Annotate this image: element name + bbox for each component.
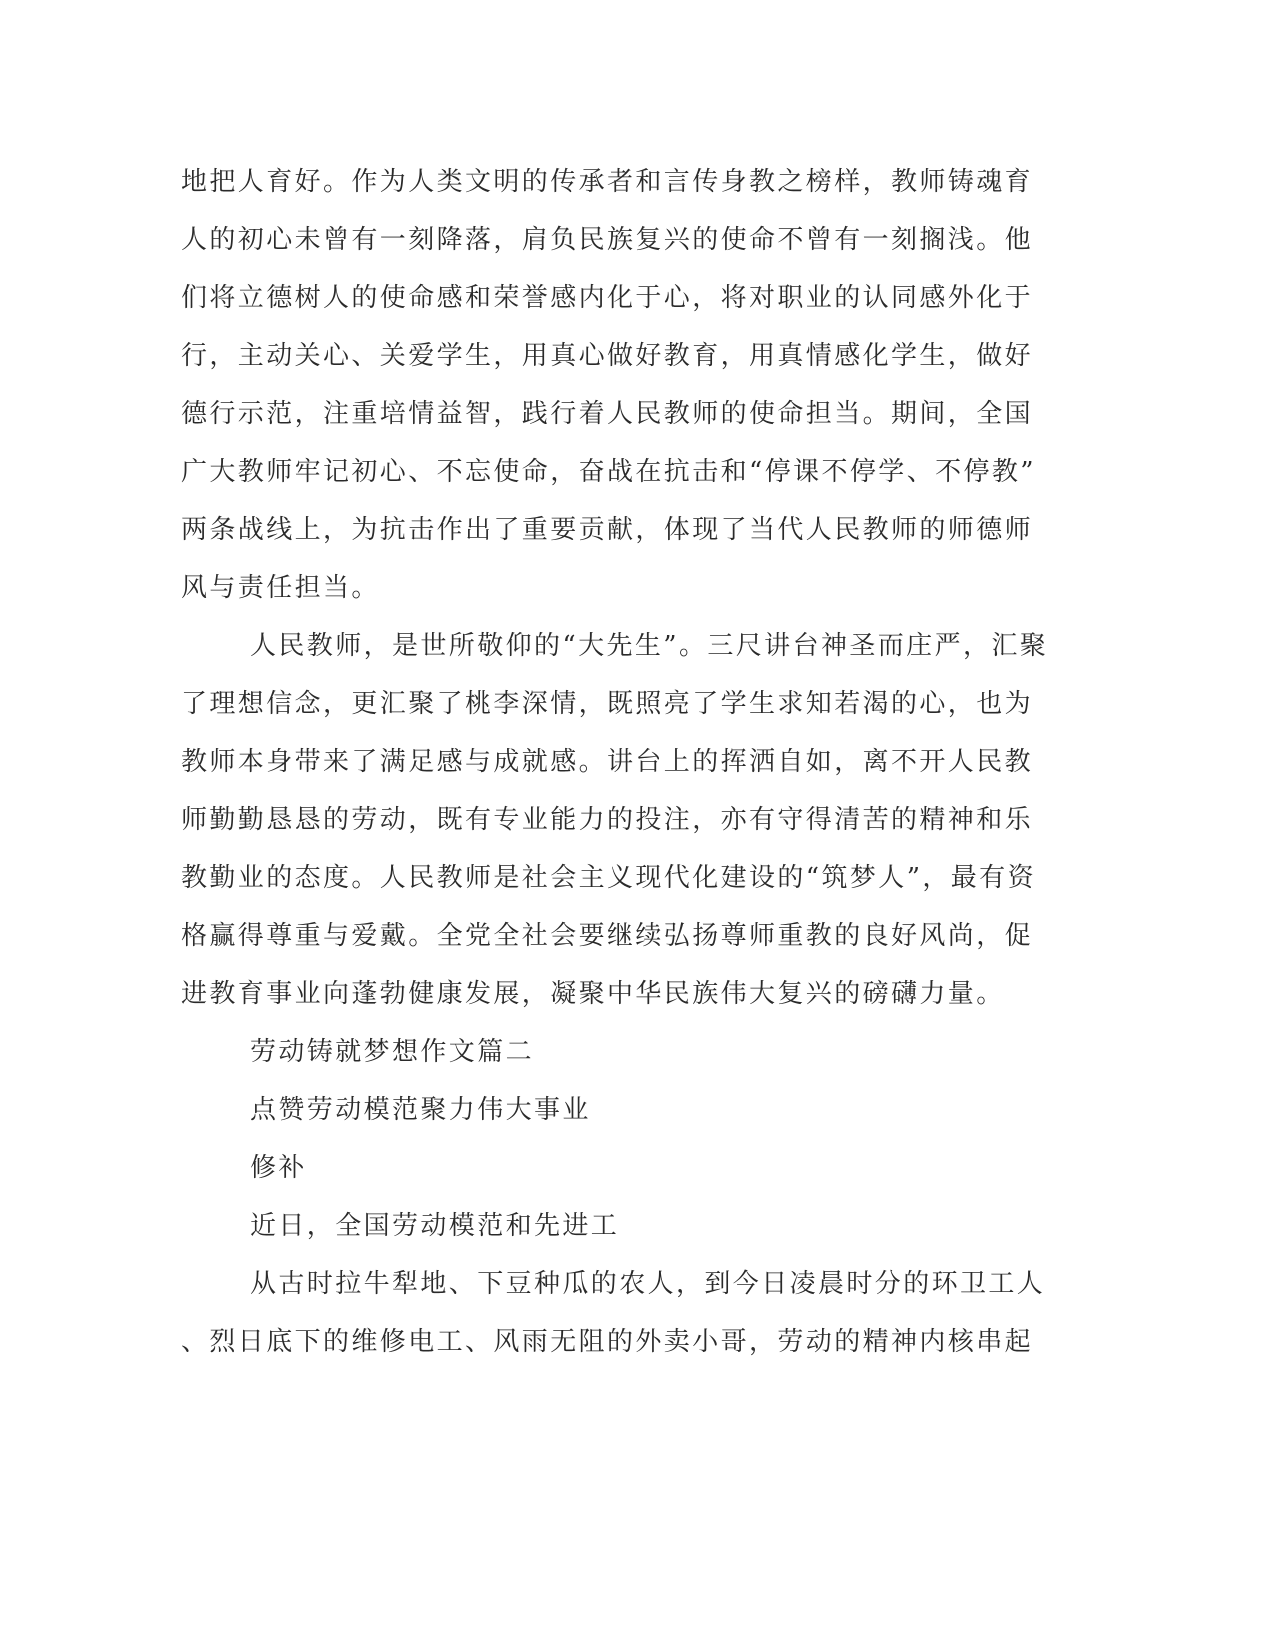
body-text-line: 行，主动关心、关爱学生，用真心做好教育，用真情感化学生，做好 — [181, 341, 1034, 371]
body-text-line: 人的初心未曾有一刻降落，肩负民族复兴的使命不曾有一刻搁浅。他 — [181, 225, 1034, 255]
body-text-line: 德行示范，注重培情益智，践行着人民教师的使命担当。期间，全国 — [181, 399, 1034, 429]
body-text-line: 、烈日底下的维修电工、风雨无阻的外卖小哥，劳动的精神内核串起 — [181, 1327, 1034, 1357]
article-title: 点赞劳动模范聚力伟大事业 — [250, 1095, 591, 1125]
paragraph-first-line: 近日，全国劳动模范和先进工 — [250, 1211, 620, 1241]
body-text-line: 们将立德树人的使命感和荣誉感内化于心，将对职业的认同感外化于 — [181, 283, 1034, 313]
body-text-line: 师勤勤恳恳的劳动，既有专业能力的投注，亦有守得清苦的精神和乐 — [181, 805, 1034, 835]
paragraph-first-line: 人民教师，是世所敬仰的“大先生”。三尺讲台神圣而庄严，汇聚 — [250, 631, 1049, 661]
body-text-line: 风与责任担当。 — [181, 573, 380, 603]
author-line: 修补 — [250, 1153, 307, 1183]
body-text-line: 了理想信念，更汇聚了桃李深情，既照亮了学生求知若渴的心，也为 — [181, 689, 1034, 719]
body-text-line: 教勤业的态度。人民教师是社会主义现代化建设的“筑梦人”，最有资 — [181, 863, 1036, 893]
body-text-line: 广大教师牢记初心、不忘使命，奋战在抗击和“停课不停学、不停教” — [181, 457, 1036, 487]
section-heading: 劳动铸就梦想作文篇二 — [250, 1037, 535, 1067]
body-text-line: 格赢得尊重与爱戴。全党全社会要继续弘扬尊师重教的良好风尚，促 — [181, 921, 1034, 951]
paragraph-first-line: 从古时拉牛犁地、下豆种瓜的农人，到今日凌晨时分的环卫工人 — [250, 1269, 1046, 1299]
body-text-line: 地把人育好。作为人类文明的传承者和言传身教之榜样，教师铸魂育 — [181, 167, 1034, 197]
body-text-line: 两条战线上，为抗击作出了重要贡献，体现了当代人民教师的师德师 — [181, 515, 1034, 545]
body-text-line: 教师本身带来了满足感与成就感。讲台上的挥洒自如，离不开人民教 — [181, 747, 1034, 777]
body-text-line: 进教育事业向蓬勃健康发展，凝聚中华民族伟大复兴的磅礴力量。 — [181, 979, 1005, 1009]
